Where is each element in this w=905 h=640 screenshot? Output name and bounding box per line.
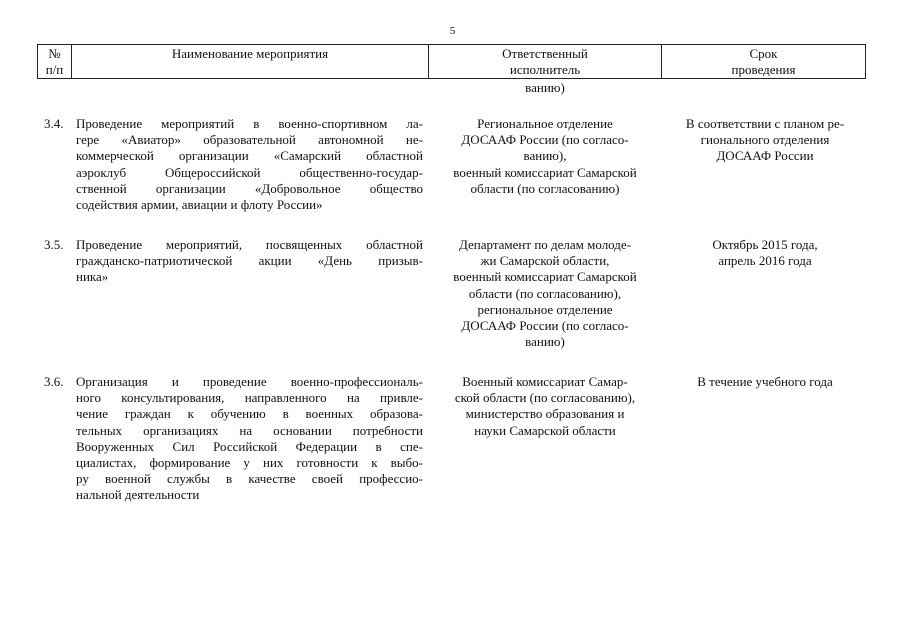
header-cell-name <box>72 45 429 79</box>
header-term-line2: проведения <box>731 62 796 77</box>
header-term-line1: Срок <box>749 46 778 61</box>
event-name-line: ру военной службы в качестве своей профессио- <box>76 471 423 487</box>
responsible-line: науки Самарской области <box>474 422 616 438</box>
event-name-line: ного консультирования, направленного на привле- <box>76 390 423 406</box>
row-responsible <box>428 116 662 197</box>
row-number: 3.5. <box>44 237 64 252</box>
responsible-line: региональное отделение <box>477 301 613 317</box>
responsible-line: жи Самарской области, <box>480 253 610 269</box>
event-name-line: нальной деятельности <box>76 487 200 503</box>
row-responsible <box>428 374 662 439</box>
row-term <box>665 374 865 390</box>
header-number-abbr: п/п <box>45 62 64 77</box>
row-event-name <box>76 237 423 286</box>
row-responsible <box>428 237 662 350</box>
event-name-line: чение граждан к обучению в военных образова- <box>76 406 423 422</box>
term-line: ДОСААФ России <box>716 148 814 164</box>
term-line: В соответствии с планом ре- <box>685 116 845 131</box>
responsible-line: ДОСААФ России (по согласо- <box>461 132 629 148</box>
responsible-line: ДОСААФ России (по согласо- <box>461 318 629 334</box>
responsible-line: Департамент по делам молоде- <box>458 237 632 252</box>
header-cell-term <box>662 45 866 79</box>
event-name-line: ника» <box>76 269 109 285</box>
responsible-line: Военный комиссариат Самар- <box>462 374 628 389</box>
carry-over-text: ванию) <box>525 80 565 95</box>
event-name-line: гражданско-патриотической акции «День призыв- <box>76 253 423 269</box>
event-name-line: Проведение мероприятий в военно-спортивном ла- <box>76 116 423 131</box>
row-number: 3.4. <box>44 116 64 131</box>
header-name-label: Наименование мероприятия <box>171 46 329 61</box>
responsible-line: ской области (по согласованию), <box>454 390 636 406</box>
responsible-line: министерство образования и <box>465 406 625 422</box>
page-number: 5 <box>449 25 456 37</box>
event-name-line: гере «Авиатор» образовательной автономной не- <box>76 132 423 148</box>
row-event-name <box>76 116 423 213</box>
term-line: Октябрь 2015 года, <box>712 237 818 252</box>
header-responsible-line2: исполнитель <box>509 62 581 77</box>
responsible-line: ванию) <box>525 334 565 350</box>
event-name-line: ственной организации «Добровольное общество <box>76 180 423 196</box>
header-number-symbol: № <box>48 46 61 61</box>
term-line: гионального отделения <box>700 132 830 148</box>
event-name-line: Вооруженных Сил Российской Федерации в спе- <box>76 438 423 454</box>
term-line: В течение учебного года <box>697 374 833 389</box>
responsible-line: Региональное отделение <box>477 116 613 131</box>
responsible-line: военный комиссариат Самарской <box>453 269 637 285</box>
responsible-line: области (по согласованию), <box>468 285 622 301</box>
row-number: 3.6. <box>44 374 64 389</box>
event-name-line: тельных организациях на основании потребности <box>76 422 423 438</box>
table-header <box>37 44 866 79</box>
responsible-line: области (по согласованию) <box>470 180 620 196</box>
event-name-line: циалистах, формирование у них готовности к выбо- <box>76 455 423 471</box>
event-name-line: аэроклуб Общероссийской общественно-государ- <box>76 164 423 180</box>
responsible-line: военный комиссариат Самарской <box>453 164 637 180</box>
header-cell-responsible <box>429 45 662 79</box>
row-event-name <box>76 374 423 504</box>
header-responsible-line1: Ответственный <box>502 46 588 61</box>
row-term <box>665 237 865 269</box>
header-cell-number <box>38 45 72 79</box>
event-name-line: содействия армии, авиации и флоту России» <box>76 197 323 213</box>
event-name-line: коммерческой организации «Самарский областной <box>76 148 423 164</box>
term-line: апрель 2016 года <box>718 253 812 269</box>
event-name-line: Организация и проведение военно-профессиональ- <box>76 374 423 389</box>
row-term <box>665 116 865 165</box>
responsible-line: ванию), <box>523 148 567 164</box>
event-name-line: Проведение мероприятий, посвященных областной <box>76 237 423 252</box>
